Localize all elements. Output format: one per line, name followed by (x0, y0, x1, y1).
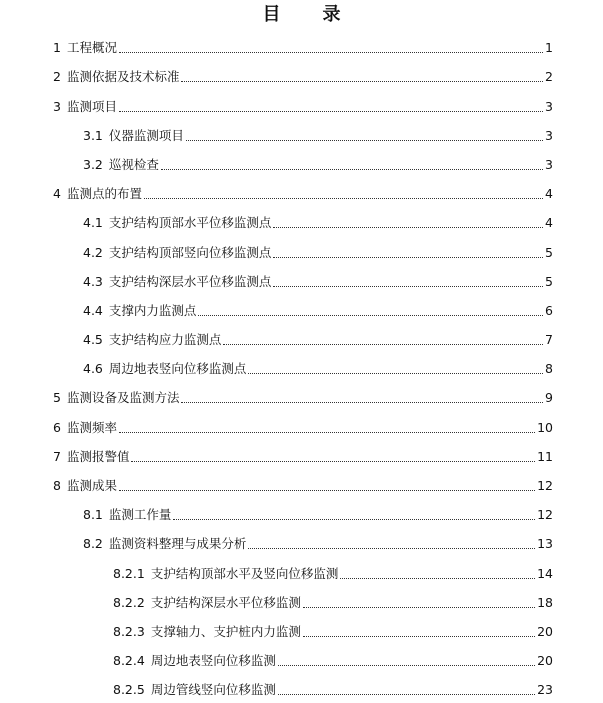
toc-entry[interactable] (0, 381, 603, 410)
toc-entry-number: 6 (53, 419, 61, 435)
toc-entry[interactable] (0, 440, 603, 469)
toc-entry-page: 9 (545, 390, 553, 406)
toc-leader-dots (273, 257, 543, 258)
toc-entry-title: 周边地表竖向位移监测 (150, 653, 276, 669)
toc-entry[interactable] (0, 586, 603, 615)
toc-entry-number: 3 (53, 98, 61, 114)
toc-entry-title: 巡视检查 (108, 156, 159, 172)
toc-leader-dots (248, 548, 535, 549)
toc-entry-page: 3 (545, 98, 553, 114)
toc-entry-number: 4.6 (83, 361, 103, 377)
toc-entry-number: 8.2.1 (113, 565, 145, 581)
toc-entry-number: 8.2.2 (113, 594, 145, 610)
toc-entry[interactable] (0, 673, 603, 702)
toc-entry-number: 4.2 (83, 244, 103, 260)
toc-entry-number: 4.4 (83, 302, 103, 318)
toc-entry[interactable] (0, 527, 603, 556)
toc-leader-dots (186, 140, 543, 141)
toc-entry-title: 监测资料整理与成果分析 (108, 536, 247, 552)
toc-entry-title: 监测依据及技术标准 (66, 69, 180, 85)
toc-entry[interactable] (0, 89, 603, 118)
toc-entry-title: 支护结构深层水平位移监测点 (108, 273, 272, 289)
toc-leader-dots (303, 636, 535, 637)
toc-entry-number: 8 (53, 478, 61, 493)
toc-entry-number: 8.2.4 (113, 653, 145, 669)
toc-entry-page: 4 (545, 215, 553, 231)
toc-entry-title: 监测设备及监测方法 (66, 390, 180, 406)
toc-entry-number: 8.2.3 (113, 623, 145, 639)
toc-entry-number: 8.2.5 (113, 682, 145, 698)
toc-leader-dots (181, 81, 543, 82)
toc-entry-number: 4.3 (83, 273, 103, 289)
toc-entry-title: 监测频率 (66, 419, 117, 435)
toc-leader-dots (273, 286, 543, 287)
toc-entry-page: 2 (545, 69, 553, 85)
toc-leader-dots (303, 607, 535, 608)
toc-leader-dots (248, 373, 543, 374)
toc-leader-dots (144, 198, 543, 199)
toc-entry-number: 5 (53, 390, 61, 406)
toc-leader-dots (223, 344, 543, 345)
toc-entry-page: 11 (537, 448, 553, 464)
toc-entry-title: 支护结构顶部水平位移监测点 (108, 215, 272, 231)
toc-entry-title: 监测工作量 (108, 507, 172, 523)
title-char-1: 目 (262, 4, 281, 25)
toc-entry[interactable] (0, 60, 603, 89)
toc-leader-dots (278, 694, 535, 695)
toc-entry-title: 支撑轴力、支护桩内力监测 (150, 623, 301, 639)
toc-entry-number: 2 (53, 69, 61, 85)
toc-entry-page: 5 (545, 273, 553, 289)
toc-leader-dots (340, 578, 535, 579)
title-char-2: 录 (322, 4, 341, 25)
toc-leader-dots (278, 665, 535, 666)
toc-entry[interactable] (0, 206, 603, 235)
toc-entry-title: 监测点的布置 (66, 186, 142, 202)
toc-entry-page: 14 (537, 565, 553, 581)
toc-entry-page: 5 (545, 244, 553, 260)
toc-leader-dots (161, 169, 543, 170)
toc-entry[interactable] (0, 177, 603, 206)
toc-entry-number: 7 (53, 448, 61, 464)
toc-entry[interactable] (0, 352, 603, 381)
toc-leader-dots (119, 111, 543, 112)
toc-entry-page: 3 (545, 127, 553, 143)
toc-entry[interactable] (0, 148, 603, 177)
toc-entry[interactable] (0, 556, 603, 585)
toc-entry-number: 3.1 (83, 127, 103, 143)
toc-entry-page: 13 (537, 536, 553, 552)
toc-leader-dots (119, 432, 535, 433)
toc-entry[interactable] (0, 119, 603, 148)
toc-entry-page: 23 (537, 682, 553, 698)
toc-entry-number: 4.1 (83, 215, 103, 231)
toc-entry-title: 支护结构应力监测点 (108, 332, 222, 348)
toc-entry-title: 监测成果 (66, 478, 117, 493)
toc-entry-title: 工程概况 (66, 40, 117, 56)
toc-entry-page: 1 (545, 40, 553, 56)
toc-entry-page: 12 (537, 507, 553, 523)
toc-entry-number: 1 (53, 40, 61, 56)
toc-entry[interactable] (0, 498, 603, 527)
toc-entry-number: 3.2 (83, 156, 103, 172)
toc-entry-page: 4 (545, 186, 553, 202)
toc-entry-page: 8 (545, 361, 553, 377)
toc-entry[interactable] (0, 615, 603, 644)
toc-entry[interactable] (0, 644, 603, 673)
toc-leader-dots (273, 227, 543, 228)
toc-entry-title: 监测报警值 (66, 448, 130, 464)
toc-leader-dots (173, 519, 535, 520)
toc-entry-title: 支护结构深层水平位移监测 (150, 594, 301, 610)
toc-leader-dots (181, 402, 543, 403)
toc-leader-dots (119, 490, 535, 491)
toc-entry-title: 支护结构顶部水平及竖向位移监测 (150, 565, 339, 581)
toc-entry[interactable] (0, 294, 603, 323)
toc-entry-title: 仪器监测项目 (108, 127, 184, 143)
toc-entry-title: 周边地表竖向位移监测点 (108, 361, 247, 377)
toc-entry-page: 10 (537, 419, 553, 435)
toc-entry[interactable] (0, 235, 603, 264)
toc-leader-dots (198, 315, 543, 316)
toc-entry-title: 监测项目 (66, 98, 117, 114)
toc-entry[interactable] (0, 410, 603, 439)
table-of-contents (0, 31, 603, 702)
toc-entry-page: 20 (537, 623, 553, 639)
toc-entry-page: 20 (537, 653, 553, 669)
toc-leader-dots (131, 461, 535, 462)
toc-entry[interactable] (0, 265, 603, 294)
toc-entry-page: 6 (545, 302, 553, 318)
toc-entry-number: 8.1 (83, 507, 103, 523)
toc-entry[interactable] (0, 31, 603, 60)
toc-leader-dots (119, 52, 543, 53)
toc-entry-title: 支撑内力监测点 (108, 302, 197, 318)
toc-entry-number: 4 (53, 186, 61, 202)
toc-entry-number: 4.5 (83, 332, 103, 348)
toc-entry[interactable] (0, 323, 603, 352)
toc-entry-title: 支护结构顶部竖向位移监测点 (108, 244, 272, 260)
toc-entry-number: 8.2 (83, 536, 103, 552)
toc-entry[interactable] (0, 469, 603, 498)
toc-entry-page: 7 (545, 332, 553, 348)
toc-entry-page: 18 (537, 594, 553, 610)
page-title (0, 4, 603, 26)
toc-entry-page: 12 (537, 478, 553, 493)
toc-entry-title: 周边管线竖向位移监测 (150, 682, 276, 698)
toc-entry-page: 3 (545, 156, 553, 172)
